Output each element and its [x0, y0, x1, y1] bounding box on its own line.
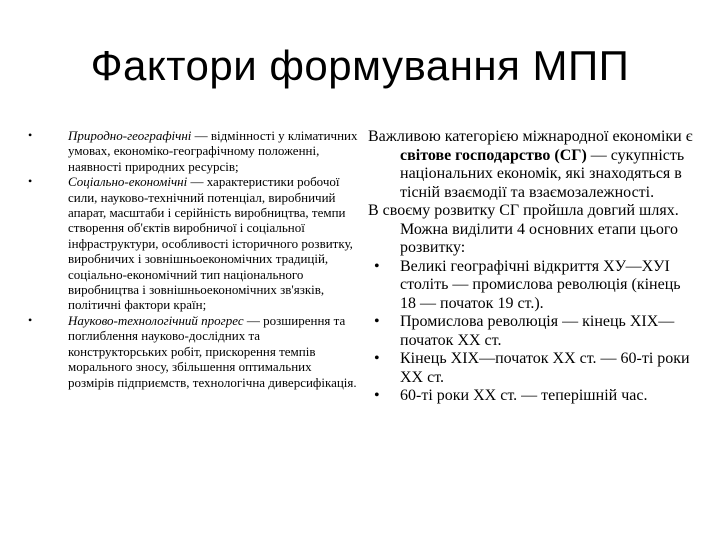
factor-term: Природно-географічні — [68, 128, 192, 143]
stage-text: Кінець XIX—початок XX ст. — 60-ті роки XX ст. — [400, 350, 690, 386]
bullet-icon: • — [28, 174, 33, 189]
factor-description: — розширення та поглиблення науково-дослідних та конструкторських робіт, прискорення темпів морального зносу, збільшення оптимальних розмірів підприємств, технологічна диверсифікація. — [68, 312, 357, 390]
bullet-icon: • — [28, 312, 33, 327]
list-item — [28, 128, 358, 174]
stage-text: Великі географічні відкриття ХУ—ХУІ століть — промислова революція (кінець 18 — початок 19 ст.). — [400, 257, 681, 312]
stage-text: Промислова революція — кінець XIX—початок XX ст. — [400, 313, 675, 349]
list-item — [28, 174, 358, 313]
stage-item — [368, 350, 700, 387]
stage-item — [368, 313, 700, 350]
slide-title: Фактори формування МПП — [90, 42, 630, 89]
factors-list — [28, 128, 358, 390]
bullet-icon: • — [374, 350, 380, 367]
definition-paragraph: Важливою категорією міжнародної економіки є світове господарство (СГ) — сукупність національних економік, які знаходяться в тісній взаємодії та взаємозалежності. — [368, 128, 693, 201]
bullet-icon: • — [374, 257, 380, 275]
factor-term: Науково-технологічний прогрес — [68, 312, 244, 328]
factor-description: — характеристики робочої сили, науково-технічний потенціал, виробничий апарат, масштаби і серійність виробництва, темпи створення об'єктів виробничої і соціальної інфраструктури, особливості історичного розвитку, виробничих і зовнішньоекономічних традицій, соціально-економічний тип національного виробництва і зовнішньоекономічних зв'язків, політичні фактори країн; — [68, 174, 353, 313]
stage-text: 60-ті роки XX ст. — теперішній час. — [400, 387, 648, 404]
bullet-icon: • — [374, 313, 380, 330]
factor-description: — відмінності у кліматичних умовах, економіко-географічному положенні, наявності природних ресурсів; — [68, 128, 358, 174]
factor-term: Соціально-економічні — [68, 174, 188, 190]
bullet-icon: • — [374, 387, 380, 404]
defined-term: світове господарство (СГ) — [400, 146, 587, 164]
stage-item — [368, 387, 700, 406]
bullet-icon: • — [28, 128, 33, 142]
stages-intro-paragraph: В своєму розвитку СГ пройшла довгий шлях. Можна виділити 4 основних етапи цього розвитку: — [368, 202, 679, 256]
stage-item — [368, 258, 700, 314]
list-item — [28, 313, 358, 390]
world-economy-section — [368, 128, 700, 406]
